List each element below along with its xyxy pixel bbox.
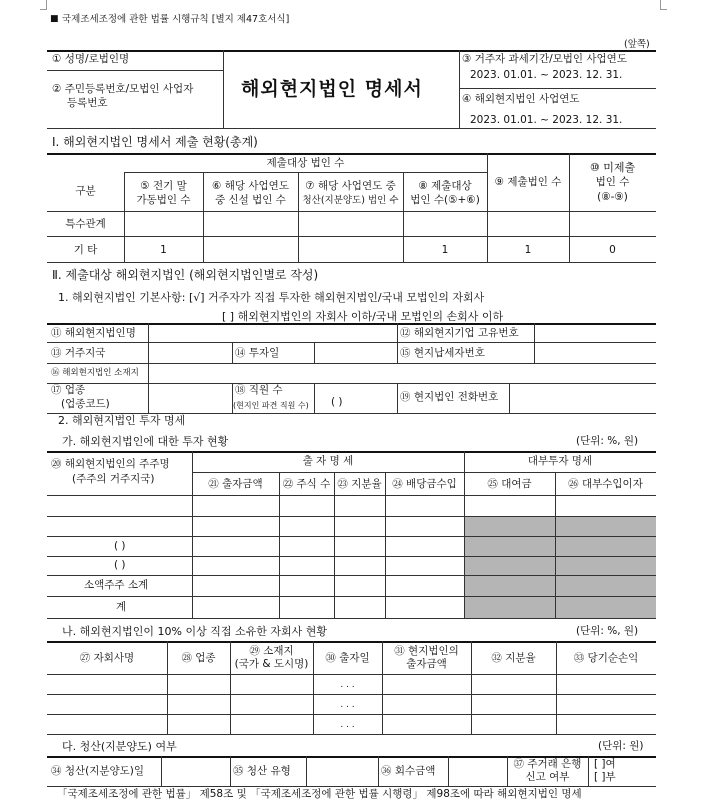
date-dots-3: . . . (340, 720, 355, 730)
field-tax-period-label: ③ 거주자 과세기간/모법인 사업연도 (462, 53, 627, 65)
s1-col-10b: 법인 수 (595, 176, 630, 188)
sub-r1 (47, 694, 656, 695)
field-industry: ⑰ 업종 (51, 384, 86, 396)
s2-basic-v1 (148, 323, 149, 413)
inv-v2 (279, 472, 280, 618)
s1-group-header: 제출대상 법인 수 (266, 157, 345, 169)
col-dividend: ㉔ 배당금수입 (392, 478, 457, 490)
s1-col-8a: ⑧ 제출대상 (418, 180, 472, 192)
col-sub-capital-2: 출자금액 (406, 658, 447, 670)
section-ga-title: 가. 해외현지법인에 대한 투자 현황 (62, 435, 229, 448)
col-sub-capital: ㉛ 현지법인의 (394, 645, 459, 657)
liq-v5 (448, 756, 449, 786)
sub-r2 (47, 714, 656, 715)
field-subsidiary-year-label: ④ 해외현지법인 사업연도 (462, 93, 580, 105)
inv-group-line (192, 472, 656, 473)
loan-group-header: 대부투자 명세 (527, 455, 593, 467)
col-main-bank: ㊲ 주거래 은행 (513, 758, 582, 770)
col-sub-industry: ㉘ 업종 (181, 652, 216, 664)
sub-header-bottom (47, 674, 656, 675)
field-tax-period-value: 2023. 01.01. ~ 2023. 12. 31. (470, 69, 623, 81)
inv-r5 (47, 596, 656, 597)
s2-basic-l2 (47, 363, 656, 364)
checkbox-yes[interactable]: [ ]여 (594, 758, 616, 770)
col-loan: ㉕ 대여금 (487, 478, 532, 490)
section-da-title: 다. 청산(지분양도) 여부 (62, 740, 177, 753)
shaded-loan-area (464, 516, 656, 618)
corner-mark-left (40, 0, 47, 10)
col-ownership: ㉓ 지분율 (337, 478, 382, 490)
s1-col-6a: ⑥ 해당 사업연도 (212, 180, 289, 192)
top-line-1 (47, 70, 223, 71)
field-name-label: ① 성명/로법인명 (52, 53, 130, 65)
s2-basic-v7 (534, 342, 535, 363)
s1-col-9: ⑨ 제출법인 수 (494, 176, 562, 188)
s2-basic-l3 (47, 383, 656, 384)
section-2-title: Ⅱ. 제출대상 해외현지법인 (해외현지법인별로 작성) (52, 268, 319, 282)
s1-row-other-v9: 1 (524, 244, 532, 256)
col-liquidation-type: ㉟ 청산 유형 (233, 765, 291, 777)
field-subsidiary-year-value: 2023. 01.01. ~ 2023. 12. 31. (470, 114, 623, 126)
footer-text: 「국제조세조정에 관한 법률」 제58조 및 「국제조세조정에 관한 법률 시행령」 제98조에 따라 해외현지법인 명세 (57, 788, 582, 800)
section-na-title: 나. 해외현지법인이 10% 이상 직접 소유한 자회사 현황 (62, 625, 327, 638)
basic-info-line-2: [ ] 해외현지법인의 자회사 이하/국내 모법인의 손회사 이하 (222, 310, 504, 323)
s1-row-other: 기 타 (73, 244, 98, 256)
field-id-label: ② 주민등록번호/모법인 사업자 (52, 83, 194, 95)
col-main-bank-2: 신고 여부 (525, 771, 570, 783)
liq-v4 (378, 756, 379, 786)
inv-v1 (192, 451, 193, 618)
inv-bottom (47, 618, 656, 619)
basic-info-line-1: 1. 해외현지법인 기본사항: [√] 거주자가 직접 투자한 해외현지법인/국내 모법인의 자회사 (58, 291, 485, 304)
inv-v3 (334, 472, 335, 618)
col-interest: ㉖ 대부수입이자 (568, 478, 643, 490)
inv-header-bottom (47, 495, 656, 496)
field-local-tax-number: ⑮ 현지납세자번호 (400, 347, 485, 359)
s1-col-7b: 청산(지분양도) 법인 수 (302, 195, 399, 206)
sub-top (47, 641, 656, 643)
col-recovered-amount: ㊱ 회수금액 (381, 765, 436, 777)
col-liquidation-date: ㉞ 청산(지분양도)일 (51, 765, 145, 777)
s2-basic-v10 (397, 383, 398, 413)
date-dots-1: . . . (340, 680, 355, 690)
s1-col-5a: ⑤ 전기 말 (140, 180, 187, 192)
row-minor-shareholders: 소액주주 소계 (84, 579, 149, 591)
capital-group-header: 출 자 명 세 (302, 455, 354, 467)
s2-basic-v9 (314, 383, 315, 413)
s1-row-related: 특수관계 (65, 218, 106, 230)
field-subsidiary-address: ⑯ 해외현지법인 소재지 (51, 368, 139, 378)
s1-col-category: 구분 (75, 185, 96, 197)
field-phone: ⑲ 현지법인 전화번호 (400, 391, 499, 403)
inv-r4 (47, 575, 656, 576)
section-1-title: Ⅰ. 해외현지법인 명세서 제출 현황(총계) (52, 135, 258, 149)
s2-basic-v3 (534, 323, 535, 342)
checkbox-no[interactable]: [ ]부 (594, 771, 616, 783)
sub-bottom (47, 734, 656, 735)
field-residence-country: ⑬ 거주지국 (51, 347, 106, 359)
unit-2: (단위: %, 원) (576, 625, 639, 637)
s1-col-10a: ⑩ 미제출 (589, 161, 636, 174)
s2-basic-v4 (232, 342, 233, 363)
s2-basic-top (47, 323, 656, 325)
top-bottom (47, 128, 656, 129)
col-investment-date: ㉚ 출자일 (325, 652, 370, 664)
inv-r3 (47, 556, 656, 557)
liq-v3 (306, 756, 307, 786)
document-title: 해외현지법인 명세서 (241, 78, 423, 100)
inv-v4 (385, 472, 386, 618)
col-shareholder-country: (주주의 거주지국) (72, 473, 155, 485)
s2-basic-v11 (509, 383, 510, 413)
unit-3: (단위: 원) (598, 740, 644, 752)
s1-group-line (124, 172, 487, 173)
col-shareholder: ⑳ 해외현지법인의 주주명 (51, 458, 170, 470)
top-line-2 (459, 88, 656, 89)
field-dispatched-employees: (현지인 파견 직원 수) (233, 401, 309, 410)
s1-col-5b: 가동법인 수 (136, 194, 191, 206)
col-location: ㉙ 소재지 (249, 645, 294, 657)
col-shares: ㉒ 주식 수 (282, 478, 331, 490)
top-divider-left (223, 50, 224, 128)
s2-basic-l1 (47, 342, 656, 343)
s1-col-6b: 중 신설 법인 수 (215, 194, 286, 206)
s1-row1-bottom (47, 236, 656, 237)
top-border (47, 50, 656, 52)
row-paren-2: ( ) (114, 559, 126, 571)
s2-basic-v5 (314, 342, 315, 363)
field-employees-paren: ( ) (331, 396, 343, 408)
col-sub-ownership: ㉜ 지분율 (491, 652, 536, 664)
s2-basic-v2 (397, 323, 398, 342)
col-location-detail: (국가 & 도시명) (234, 658, 309, 670)
liq-bottom (47, 786, 656, 787)
liq-v2 (230, 756, 231, 786)
field-investment-date: ⑭ 투자일 (235, 347, 280, 359)
s1-row-other-v8: 1 (441, 244, 449, 256)
field-subsidiary-name: ⑪ 해외현지법인명 (51, 327, 136, 339)
investment-title: 2. 해외현지법인 투자 명세 (58, 414, 186, 427)
inv-top (47, 451, 656, 453)
field-employees: ⑱ 직원 수 (235, 384, 283, 396)
liq-v1 (161, 756, 162, 786)
inv-v5 (464, 451, 465, 618)
s1-bottom (47, 262, 656, 263)
col-subsidiary-name: ㉗ 자회사명 (79, 652, 135, 664)
inv-r1 (47, 516, 656, 517)
inv-v6 (555, 472, 556, 618)
field-id-label-2: 등록번호 (67, 97, 108, 109)
top-divider-right (459, 50, 460, 128)
s2-basic-v6 (397, 342, 398, 363)
s1-col-8b: 법인 수(⑤+⑥) (410, 194, 480, 206)
form-reference: 국제조세조정에 관한 법률 시행규칙 [별지 제47호서식] (62, 14, 290, 25)
s1-col-10c: (⑧-⑨) (597, 191, 628, 203)
form-bullet: ■ (50, 14, 59, 24)
s1-col-7a: ⑦ 해당 사업연도 중 (305, 180, 396, 192)
page-side: (앞쪽) (624, 39, 650, 50)
row-total: 계 (116, 601, 127, 613)
s1-row-other-v10: 0 (609, 244, 616, 256)
unit-1: (단위: %, 원) (576, 435, 639, 447)
liq-v7 (588, 756, 589, 786)
s1-row-other-v5: 1 (160, 244, 167, 256)
col-net-income: ㉝ 당기순손익 (573, 652, 639, 664)
col-capital-amount: ㉑ 출자금액 (208, 478, 263, 490)
inv-r2 (47, 536, 656, 537)
s1-header-bottom (47, 211, 656, 212)
s1-top (47, 153, 656, 155)
field-industry-code: (업종코드) (61, 398, 110, 410)
corner-mark-right (660, 0, 667, 10)
row-paren-1: ( ) (114, 540, 126, 552)
field-unique-number: ⑫ 해외현지기업 고유번호 (400, 327, 519, 339)
date-dots-2: . . . (340, 700, 355, 710)
